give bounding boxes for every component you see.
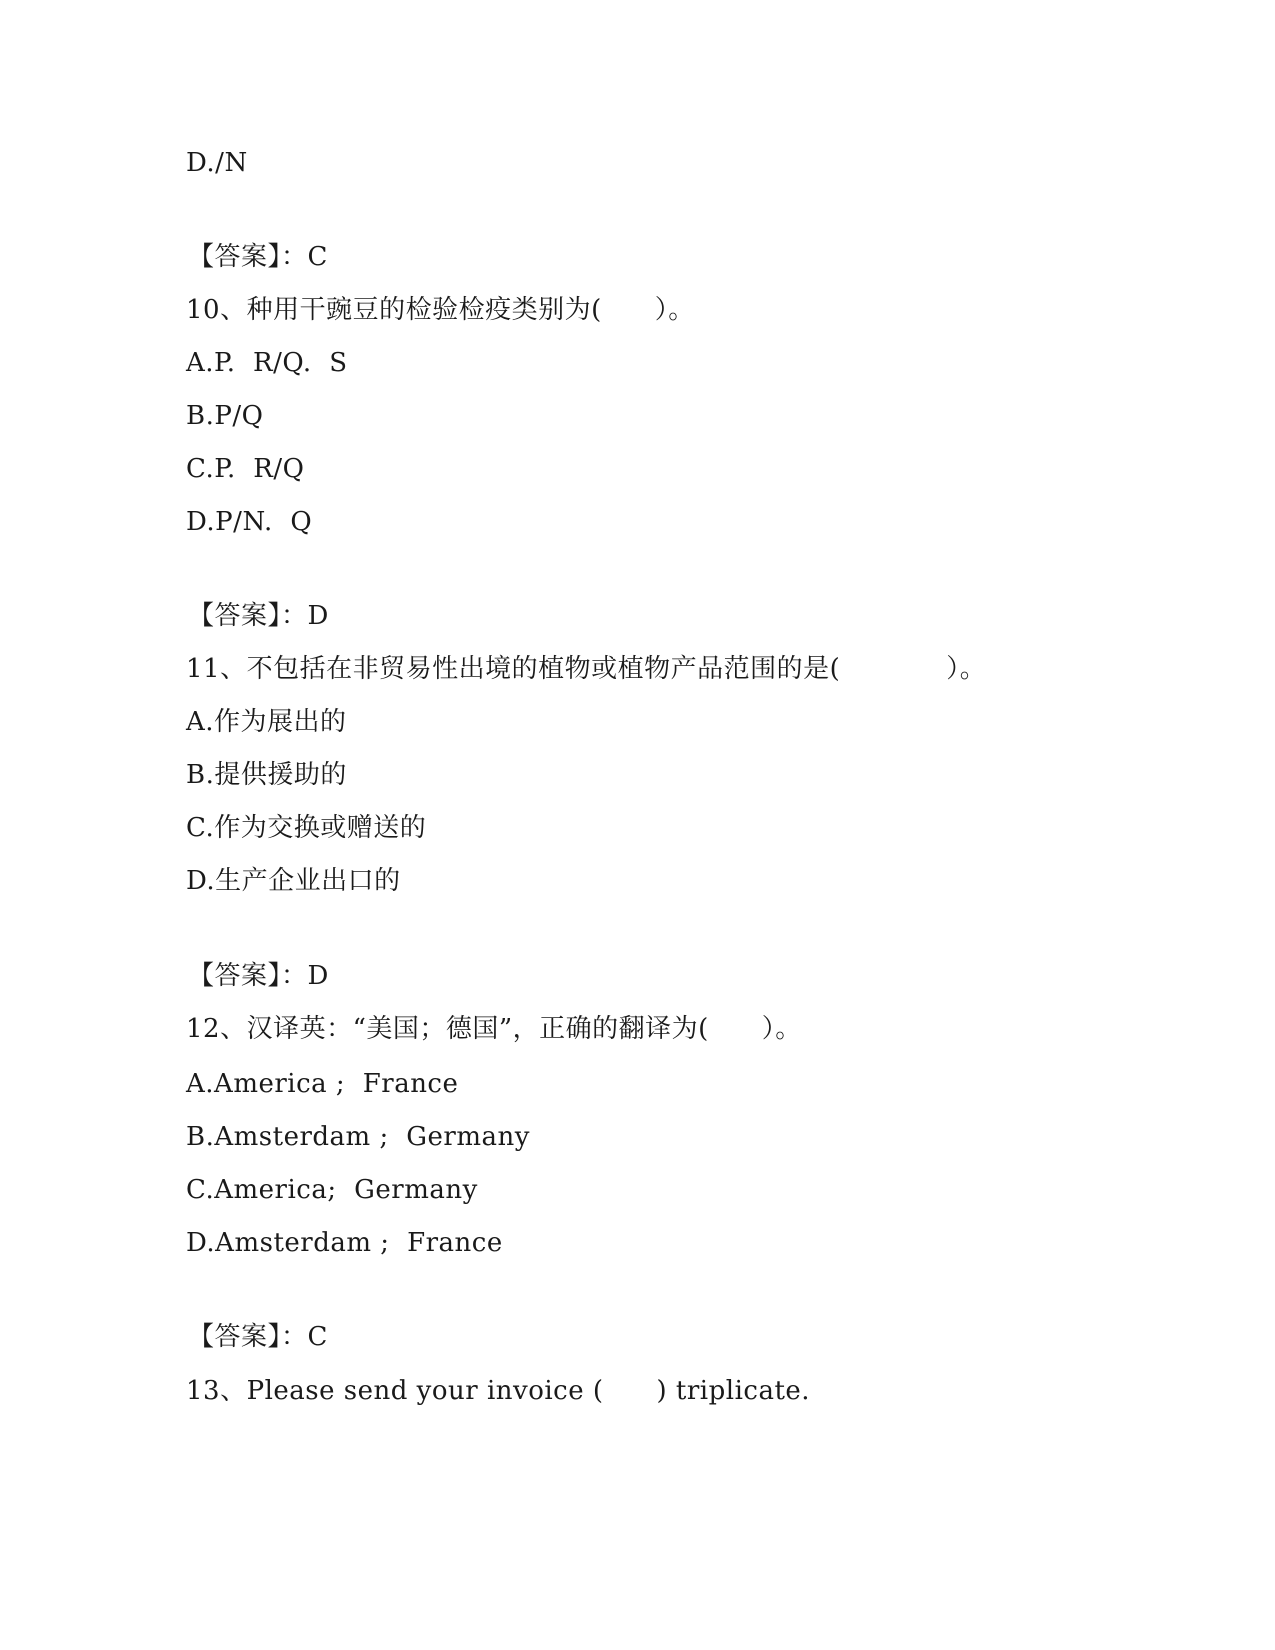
q11-option-c: C.作为交换或赠送的 [186, 813, 427, 843]
q12-stem: 12、汉译英：“美国；德国”，正确的翻译为( ）。 [186, 1014, 802, 1044]
q10-option-a: A.P. R/Q. S [186, 348, 348, 378]
q11-option-a: A.作为展出的 [186, 707, 347, 737]
q11-option-b: B.提供援助的 [186, 760, 347, 790]
q12-option-a: A.America ; France [186, 1069, 459, 1099]
q11-stem: 11、不包括在非贸易性出境的植物或植物产品范围的是( ）。 [186, 654, 987, 684]
q9-option-d: D./N [186, 148, 248, 178]
q12-option-d: D.Amsterdam ; France [186, 1228, 503, 1258]
q12-option-b: B.Amsterdam ; Germany [186, 1122, 530, 1152]
q10-option-b: B.P/Q [186, 401, 264, 431]
q13-stem: 13、Please send your invoice ( ) triplicate. [186, 1376, 811, 1406]
q11-answer: 【答案】：D [188, 961, 329, 991]
q12-option-c: C.America; Germany [186, 1175, 478, 1205]
q10-answer: 【答案】：D [188, 601, 329, 631]
q10-option-d: D.P/N. Q [186, 507, 313, 537]
q10-stem: 10、种用干豌豆的检验检疫类别为( ）。 [186, 295, 695, 325]
q9-answer: 【答案】：C [188, 242, 328, 272]
q10-option-c: C.P. R/Q [186, 454, 305, 484]
q12-answer: 【答案】：C [188, 1322, 328, 1352]
q11-option-d: D.生产企业出口的 [186, 866, 401, 896]
